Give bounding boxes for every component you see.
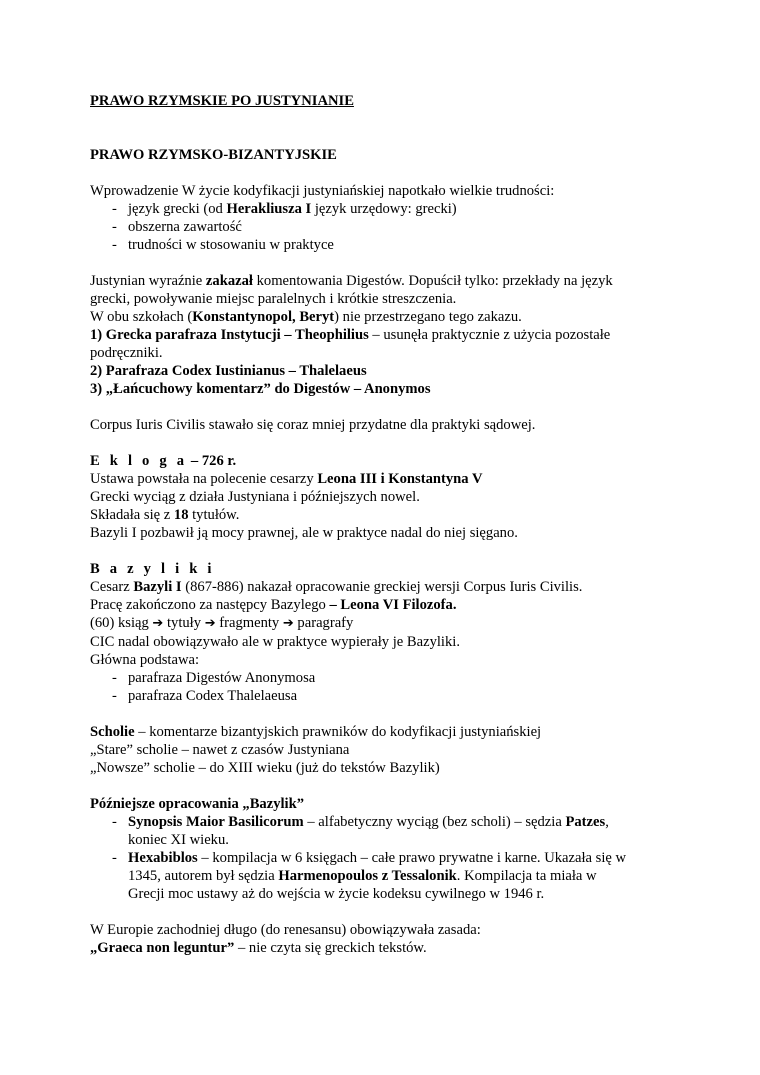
arrow-right-icon: ➔ — [204, 616, 216, 631]
list-item: - trudności w stosowaniu w praktyce — [112, 237, 334, 253]
list-item: - Hexabiblos – kompilacja w 6 księgach – całe prawo prywatne i karne. Ukazała się w 1345, autorem był sędzia Harmenopoulos z Tessalonik. Kompilacja ta miała w Grecji moc ustawy aż do wejścia w życie kodeksu cywilnego w 1946 r. — [112, 850, 627, 902]
arrow-right-icon: ➔ — [282, 616, 294, 631]
list-item: - parafraza Digestów Anonymosa — [112, 670, 316, 686]
list-item: - język grecki (od Herakliusza I język urzędowy: grecki) — [112, 201, 457, 217]
document-page — [90, 92, 670, 957]
intro-list — [90, 200, 670, 254]
ekloga-heading: E k l o g a — [90, 453, 188, 469]
corpus-line: Corpus Iuris Civilis stawało się coraz mniej przydatne dla praktyki sądowej. — [90, 417, 536, 433]
section-heading-bizantyjskie: PRAWO RZYMSKO-BIZANTYJSKIE — [90, 147, 337, 163]
bazyliki-section: B a z y l i k i Cesarz Bazyli I (867-886) nakazał opracowanie greckiej wersji Corpus Iuris Civilis. Pracę zakończono za następcy Bazylego – Leona VI Filozofa. (60) ksiąg ➔ tytuły ➔ fragmenty ➔ paragrafy CIC nadal obowiązywało ale w praktyce wypierały je Bazyliki. Główna podstawa: - parafraza Digestów Anonymosa - parafraza Codex Thalelaeusa — [90, 560, 670, 705]
list-item: - obszerna zawartość — [112, 219, 242, 235]
intro-line: Wprowadzenie W życie kodyfikacji justyniańskiej napotkało wielkie trudności: — [90, 183, 555, 199]
arrow-right-icon: ➔ — [152, 616, 164, 631]
list-item: - Synopsis Maior Basilicorum – alfabetyczny wyciąg (bez scholi) – sędzia Patzes, koniec XI wieku. — [112, 814, 609, 848]
bazyliki-list — [90, 669, 670, 705]
later-section — [90, 795, 670, 903]
justinian-paragraph: Justynian wyraźnie zakazał komentowania Digestów. Dopuścił tylko: przekłady na język grecki, powoływanie miejsc paralelnych i krótkie streszczenia. W obu szkołach (Konstantynopol, Beryt) nie przestrzegano tego zakazu. 1) Grecka parafraza Instytucji – Theophilius – usunęła praktycznie z użycia pozostałe podręczniki. 2) Parafraza Codex Iustinianus – Thalelaeus 3) „Łańcuchowy komentarz” do Digestów – Anonymos — [90, 273, 613, 397]
bazyliki-heading: B a z y l i k i — [90, 561, 215, 577]
page-title: PRAWO RZYMSKIE PO JUSTYNIANIE — [90, 93, 354, 109]
closing-section: W Europie zachodniej długo (do renesansu) obowiązywała zasada: „Graeca non leguntur” – nie czyta się greckich tekstów. — [90, 922, 481, 956]
later-heading: Późniejsze opracowania „Bazylik” — [90, 796, 305, 812]
list-item: - parafraza Codex Thalelaeusa — [112, 688, 298, 704]
scholie-section: Scholie – komentarze bizantyjskich prawników do kodyfikacji justyniańskiej „Stare” scholie – nawet z czasów Justyniana „Nowsze” scholie – do XIII wieku (już do tekstów Bazylik) — [90, 724, 542, 776]
ekloga-section: E k l o g a – 726 r. Ustawa powstała na polecenie cesarzy Leona III i Konstantyna V Grecki wyciąg z działa Justyniana i późniejszych nowel. Składała się z 18 tytułów. Bazyli I pozbawił ją mocy prawnej, ale w praktyce nadal do niej sięgano. — [90, 453, 518, 541]
later-list — [90, 813, 670, 903]
